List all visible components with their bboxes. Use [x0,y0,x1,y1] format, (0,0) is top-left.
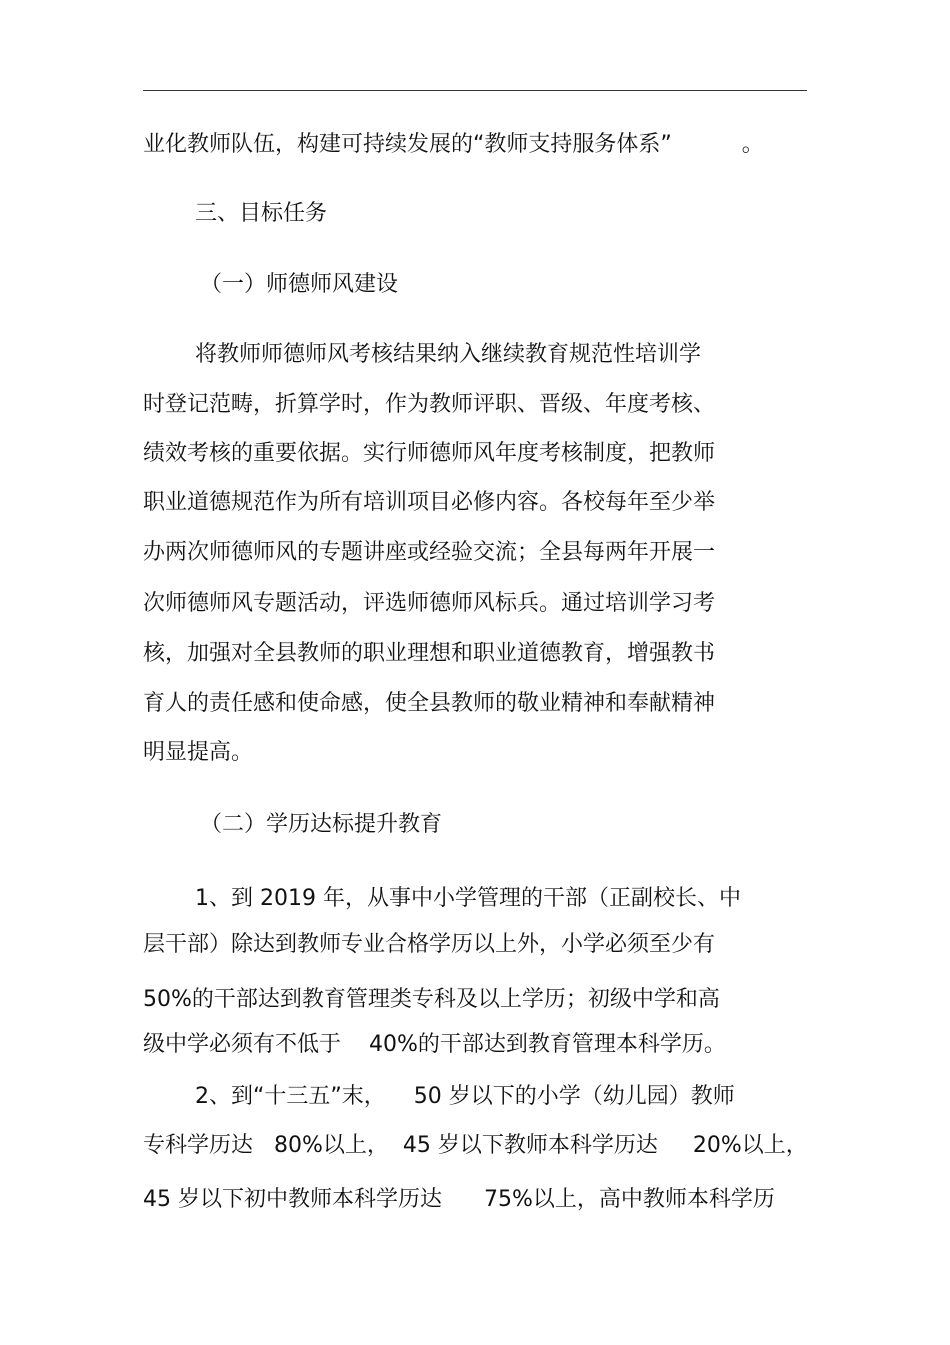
paragraph-line-1: 将教师师德师风考核结果纳入继续教育规范性培训学 [195,342,702,367]
paragraph-line-8: 育人的责任感和使命感，使全县教师的敬业精神和奉献精神 [143,691,716,716]
item-1-line-3: 50%的干部达到教育管理类专科及以上学历；初级中学和高 [143,987,720,1012]
item-1-line-1: 1、到 2019 年，从事中小学管理的干部（正副校长、中 [195,886,741,911]
item-1-line-4: 级中学必须有不低于 40%的干部达到教育管理本科学历。 [143,1032,726,1057]
subsection-heading-1: （一）师德师风建设 [200,272,399,297]
text-line-1: 业化教师队伍，构建可持续发展的“教师支持服务体系” 。 [143,132,764,157]
paragraph-line-3: 绩效考核的重要依据。实行师德师风年度考核制度，把教师 [143,441,716,466]
item-2-line-3: 45 岁以下初中教师本科学历达 75%以上，高中教师本科学历 [143,1187,775,1212]
subsection-heading-2: （二）学历达标提升教育 [200,812,443,837]
item-2-line-1: 2、到“十三五”末， 50 岁以下的小学（幼儿园）教师 [195,1084,735,1109]
paragraph-line-5: 办两次师德师风的专题讲座或经验交流；全县每两年开展一 [143,540,716,565]
section-heading-3: 三、目标任务 [195,201,328,226]
paragraph-line-2: 时登记范畴，折算学时，作为教师评职、晋级、年度考核、 [143,392,716,417]
item-2-line-2: 专科学历达 80%以上， 45 岁以下教师本科学历达 20%以上， [143,1133,808,1158]
paragraph-line-6: 次师德师风专题活动，评选师德师风标兵。通过培训学习考 [143,591,716,616]
item-1-line-2: 层干部）除达到教师专业合格学历以上外，小学必须至少有 [143,932,716,957]
header-rule [143,90,807,91]
paragraph-line-9: 明显提高。 [143,740,254,765]
paragraph-line-4: 职业道德规范作为所有培训项目必修内容。各校每年至少举 [143,490,716,515]
paragraph-line-7: 核，加强对全县教师的职业理想和职业道德教育，增强教书 [143,641,716,666]
